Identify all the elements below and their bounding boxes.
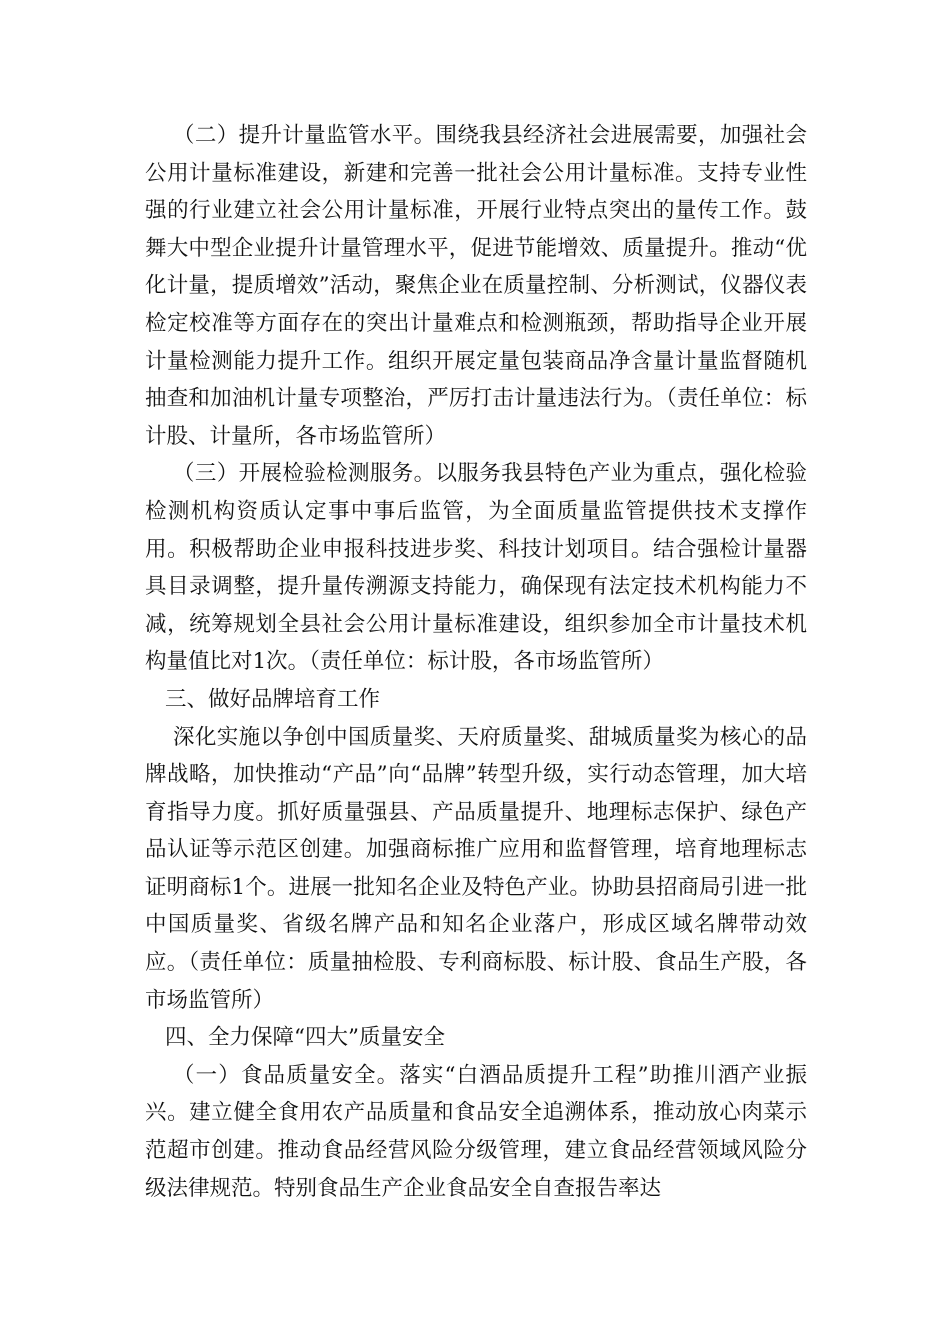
paragraph-inspection-testing: （三）开展检验检测服务。以服务我县特色产业为重点，强化检验检测机构资质认定事中事后监管，为全面质量监管提供技术支撑作用。积极帮助企业申报科技进步奖、科技计划项目。结合强检计量器具目录调整，提升量传溯源支持能力，确保现有法定技术机构能力不减，统筹规划全县社会公用计量标准建设，组织参加全市计量技术机构量值比对1次。（责任单位：标计股，各市场监管所）: [145, 461, 807, 675]
paragraph-food-quality-safety: （一）食品质量安全。落实“白酒品质提升工程”助推川酒产业振兴。建立健全食用农产品质量和食品安全追溯体系，推动放心肉菜示范超市创建。推动食品经营风险分级管理，建立食品经营领域风险分级法律规范。特别食品生产企业食品安全自查报告率达: [145, 1062, 807, 1201]
section-heading-quality-safety: 四、全力保障“四大”质量安全: [165, 1025, 445, 1051]
paragraph-brand-strategy: 深化实施以争创中国质量奖、天府质量奖、甜城质量奖为核心的品牌战略，加快推动“产品”向“品牌”转型升级，实行动态管理，加大培育指导力度。抓好质量强县、产品质量提升、地理标志保护、绿色产品认证等示范区创建。加强商标推广应用和监督管理，培育地理标志证明商标1个。进展一批知名企业及特色产业。协助县招商局引进一批中国质量奖、省级名牌产品和知名企业落户，形成区域名牌带动效应。（责任单位：质量抽检股、专利商标股、标计股、食品生产股，各市场监管所）: [145, 724, 808, 1013]
document-page: [145, 117, 807, 1207]
paragraph-metrology-supervision: （二）提升计量监管水平。围绕我县经济社会进展需要，加强社会公用计量标准建设，新建和完善一批社会公用计量标准。支持专业性强的行业建立社会公用计量标准，开展行业特点突出的量传工作。鼓舞大中型企业提升计量管理水平，促进节能增效、质量提升。推动“优化计量，提质增效”活动，聚焦企业在质量控制、分析测试，仪器仪表检定校准等方面存在的突出计量难点和检测瓶颈，帮助指导企业开展计量检测能力提升工作。组织开展定量包装商品净含量计量监督随机抽查和加油机计量专项整治，严厉打击计量违法行为。（责任单位：标计股、计量所，各市场监管所）: [145, 123, 807, 449]
section-heading-brand-cultivation: 三、做好品牌培育工作: [165, 686, 381, 712]
